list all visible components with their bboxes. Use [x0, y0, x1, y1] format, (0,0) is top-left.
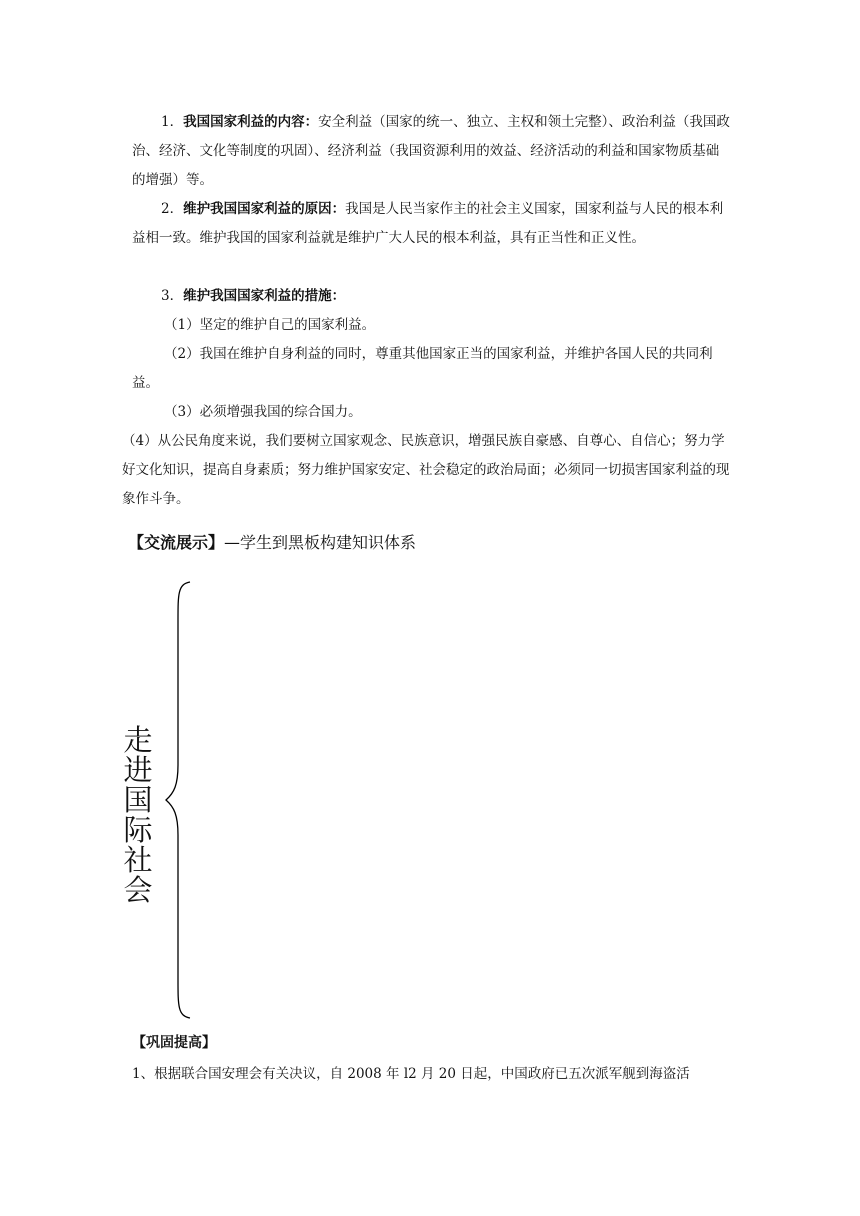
- item-2-paragraph: [132, 195, 732, 253]
- item-2-title: 维护我国国家利益的原因: [183, 201, 332, 217]
- item-3-paragraph: [132, 282, 732, 311]
- curly-brace: [164, 580, 196, 1020]
- item-2-number: 2．: [161, 201, 184, 217]
- diagram-title-char: 际: [123, 813, 153, 847]
- item-3-number: 3．: [161, 288, 184, 304]
- item-3-title: 维护我国国家利益的措施: [183, 288, 332, 304]
- question-1: 1、根据联合国安理会有关决议，自 2008 年 l2 月 20 日起，中国政府已五次派军舰到海盗活: [132, 1066, 690, 1082]
- item-1-title: 我国国家利益的内容: [183, 114, 305, 130]
- item-1-paragraph: [132, 108, 732, 195]
- measure-4: （4）从公民角度来说，我们要树立国家观念、民族意识，增强民族自豪感、自尊心、自信心；努力学好文化知识，提高自身素质；努力维护国家安定、社会稳定的政治局面；必须同一切损害国家利益的现象作斗争。: [122, 433, 730, 507]
- diagram-title-char: 会: [123, 873, 153, 907]
- item-3-colon: ：: [331, 288, 346, 304]
- diagram-title-char: 社: [123, 843, 153, 877]
- exchange-heading: [128, 530, 416, 553]
- exchange-text: —学生到黑板构建知识体系: [224, 533, 417, 552]
- diagram-title: [120, 725, 156, 905]
- measure-2: （2）我国在维护自身利益的同时，尊重其他国家正当的国家利益，并维护各国人民的共同利益。: [132, 346, 713, 391]
- item-1-body: 安全利益（国家的统一、独立、主权和领土完整）、政治利益（我国政治、经济、文化等制度的巩固）、经济利益（我国资源利用的效益、经济活动的利益和国家物质基础的增强）等。: [132, 114, 730, 188]
- measure-3: （3）必须增强我国的综合国力。: [164, 404, 362, 420]
- item-2-body: 我国是人民当家作主的社会主义国家，国家利益与人民的根本利益相一致。维护我国的国家利益就是维护广大人民的根本利益，具有正当性和正义性。: [132, 201, 724, 246]
- diagram-title-char: 走: [123, 723, 153, 757]
- consolidate-heading: 【巩固提高】: [132, 1035, 216, 1051]
- measure-1: （1）坚定的维护自己的国家利益。: [164, 317, 376, 333]
- item-1-colon: ：: [304, 114, 319, 130]
- item-2-colon: ：: [331, 201, 346, 217]
- exchange-label: 【交流展示】: [128, 533, 225, 552]
- item-1-number: 1．: [161, 114, 184, 130]
- diagram-title-char: 国: [123, 783, 153, 817]
- diagram-title-char: 进: [123, 753, 153, 787]
